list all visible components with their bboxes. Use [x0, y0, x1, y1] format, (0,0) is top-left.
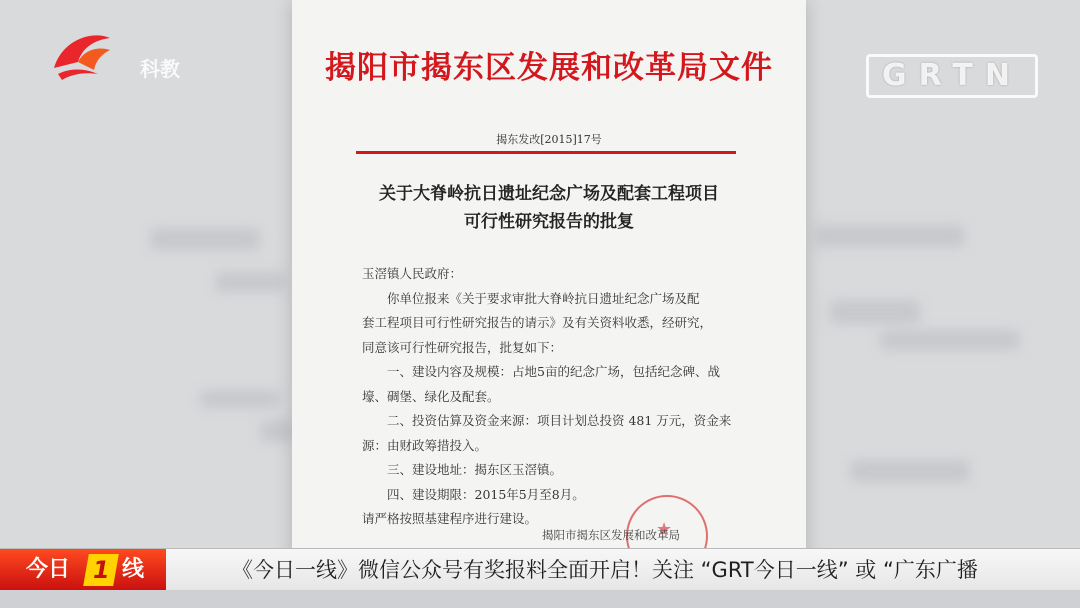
- ticker-brand-suffix: 线: [122, 557, 145, 582]
- document-title-line: 可行性研究报告的批复: [464, 212, 634, 232]
- grtn-watermark: GRTN: [866, 54, 1038, 98]
- body-line: 二、投资估算及资金来源：项目计划总投资 481 万元，资金来: [387, 413, 732, 428]
- body-line: 你单位报来《关于要求审批大脊岭抗日遗址纪念广场及配: [387, 290, 700, 306]
- document-signature: 揭阳市揭东区发展和改革局: [542, 528, 680, 542]
- ticker-brand-prefix: 今日: [26, 557, 71, 582]
- body-line: 三、建设地址：揭东区玉滘镇。: [387, 462, 563, 477]
- background-blur: [260, 420, 294, 442]
- document-number: 揭东发改[2015]17号: [496, 133, 602, 146]
- document-header: 揭阳市揭东区发展和改革局文件: [325, 50, 773, 86]
- body-line: 源：由财政筹措投入。: [362, 437, 488, 453]
- background-blur: [880, 330, 1020, 350]
- body-line: 套工程项目可行性研究报告的请示》及有关资料收悉，经研究，: [362, 315, 713, 330]
- channel-logo-icon: [48, 28, 208, 88]
- ticker-brand: [0, 549, 166, 591]
- document-page: [292, 0, 806, 570]
- background-blur: [830, 300, 920, 324]
- ticker-text: 《今日一线》微信公众号有奖报料全面开启！关注 “GRT今日一线” 或 “广东广播: [232, 558, 978, 582]
- background-blur: [850, 460, 970, 482]
- channel-logo-text: 科教: [140, 57, 180, 81]
- body-line: 请严格按照基建程序进行建设。: [362, 511, 538, 526]
- body-line: 同意该可行性研究报告，批复如下：: [362, 339, 563, 355]
- body-line: 壕、碉堡、绿化及配套。: [362, 388, 500, 404]
- document-body: [362, 262, 742, 532]
- background-blur: [815, 225, 965, 247]
- header-divider: [356, 151, 736, 154]
- document-title: [292, 180, 806, 236]
- bottom-band: [0, 590, 1080, 608]
- ticker-brand-number: 1: [83, 554, 119, 586]
- document-title-line: 关于大脊岭抗日遗址纪念广场及配套工程项目: [379, 184, 719, 204]
- background-blur: [150, 228, 260, 250]
- body-line: 一、建设内容及规模：占地5亩的纪念广场，包括纪念碑、战: [387, 364, 720, 379]
- background-blur: [200, 390, 280, 408]
- channel-logo: [48, 28, 208, 88]
- body-line: 四、建设期限：2015年5月至8月。: [387, 486, 585, 502]
- background-blur: [215, 272, 285, 292]
- addressee: 玉滘镇人民政府：: [362, 266, 463, 281]
- news-ticker: [0, 548, 1080, 592]
